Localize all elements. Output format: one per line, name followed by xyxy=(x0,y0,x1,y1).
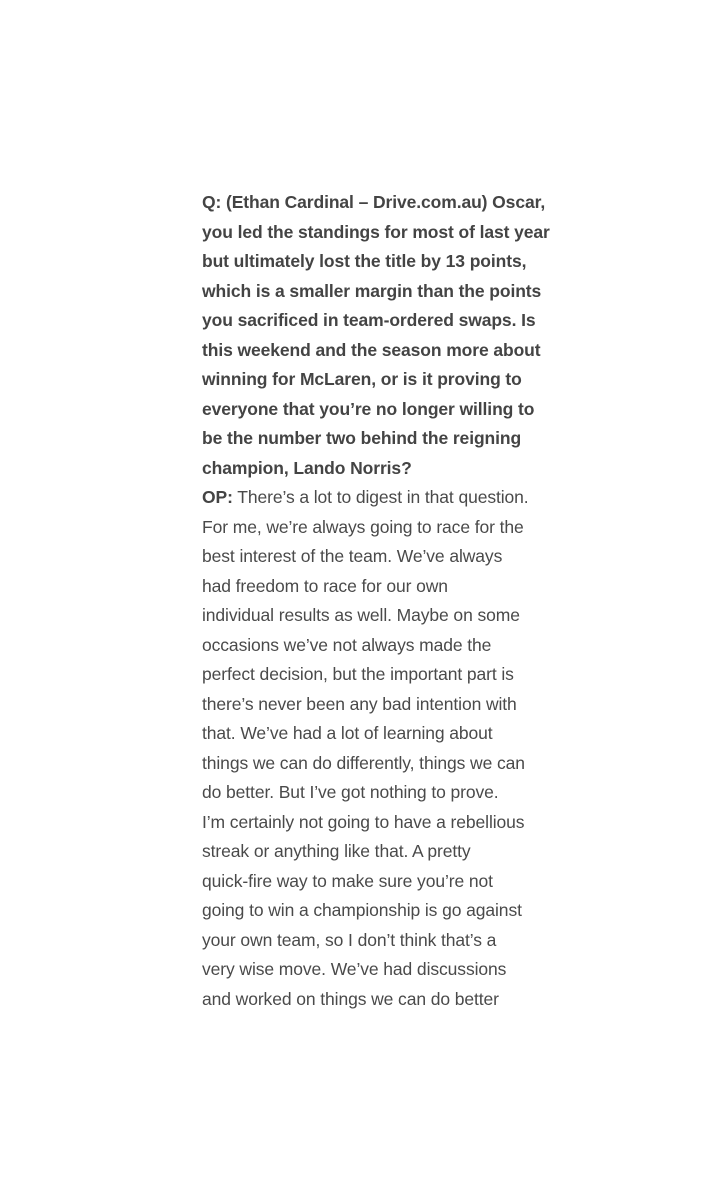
answer-line: going to win a championship is go against xyxy=(202,900,522,920)
question-line: be the number two behind the reigning xyxy=(202,428,522,448)
question-line: which is a smaller margin than the points xyxy=(202,280,542,301)
question-line: you sacrificed in team-ordered swaps. Is xyxy=(202,310,536,330)
answer-first-line xyxy=(202,483,534,513)
answer-line: quick-fire way to make sure you’re not xyxy=(202,870,493,891)
interview-text xyxy=(202,188,550,1014)
answer-line: perfect decision, but the important part is xyxy=(202,664,514,684)
answer-line: there’s never been any bad intention with xyxy=(202,693,517,714)
question-line: champion, Lando Norris? xyxy=(202,457,412,478)
answer-line: individual results as well. Maybe on some xyxy=(202,605,520,625)
question-line: but ultimately lost the title by 13 points, xyxy=(202,251,527,271)
question-block xyxy=(202,188,550,483)
answer-line: For me, we’re always going to race for the xyxy=(202,516,524,537)
answer-line: do better. But I’ve got nothing to prove. xyxy=(202,782,499,802)
answer-block xyxy=(202,483,534,1014)
question-line: everyone that you’re no longer willing to xyxy=(202,398,535,419)
answer-line: very wise move. We’ve had discussions xyxy=(202,959,507,979)
answer-line: I’m certainly not going to have a rebellious xyxy=(202,811,525,832)
answer-line: had freedom to race for our own xyxy=(202,575,448,596)
answer-line: and worked on things we can do better xyxy=(202,988,499,1009)
answer-line: best interest of the team. We’ve always xyxy=(202,546,503,566)
question-line: this weekend and the season more about xyxy=(202,339,541,360)
answer-line: your own team, so I don’t think that’s a xyxy=(202,929,497,950)
question-line: you led the standings for most of last year xyxy=(202,221,550,242)
speaker-label: OP: xyxy=(202,487,233,507)
answer-line: that. We’ve had a lot of learning about xyxy=(202,723,493,743)
answer-line: streak or anything like that. A pretty xyxy=(202,841,471,861)
answer-line: things we can do differently, things we can xyxy=(202,752,525,773)
question-line: winning for McLaren, or is it proving to xyxy=(202,369,522,389)
question-line: Q: (Ethan Cardinal – Drive.com.au) Oscar, xyxy=(202,192,546,212)
answer-opening: There’s a lot to digest in that question. xyxy=(232,487,529,507)
answer-line: occasions we’ve not always made the xyxy=(202,634,492,655)
